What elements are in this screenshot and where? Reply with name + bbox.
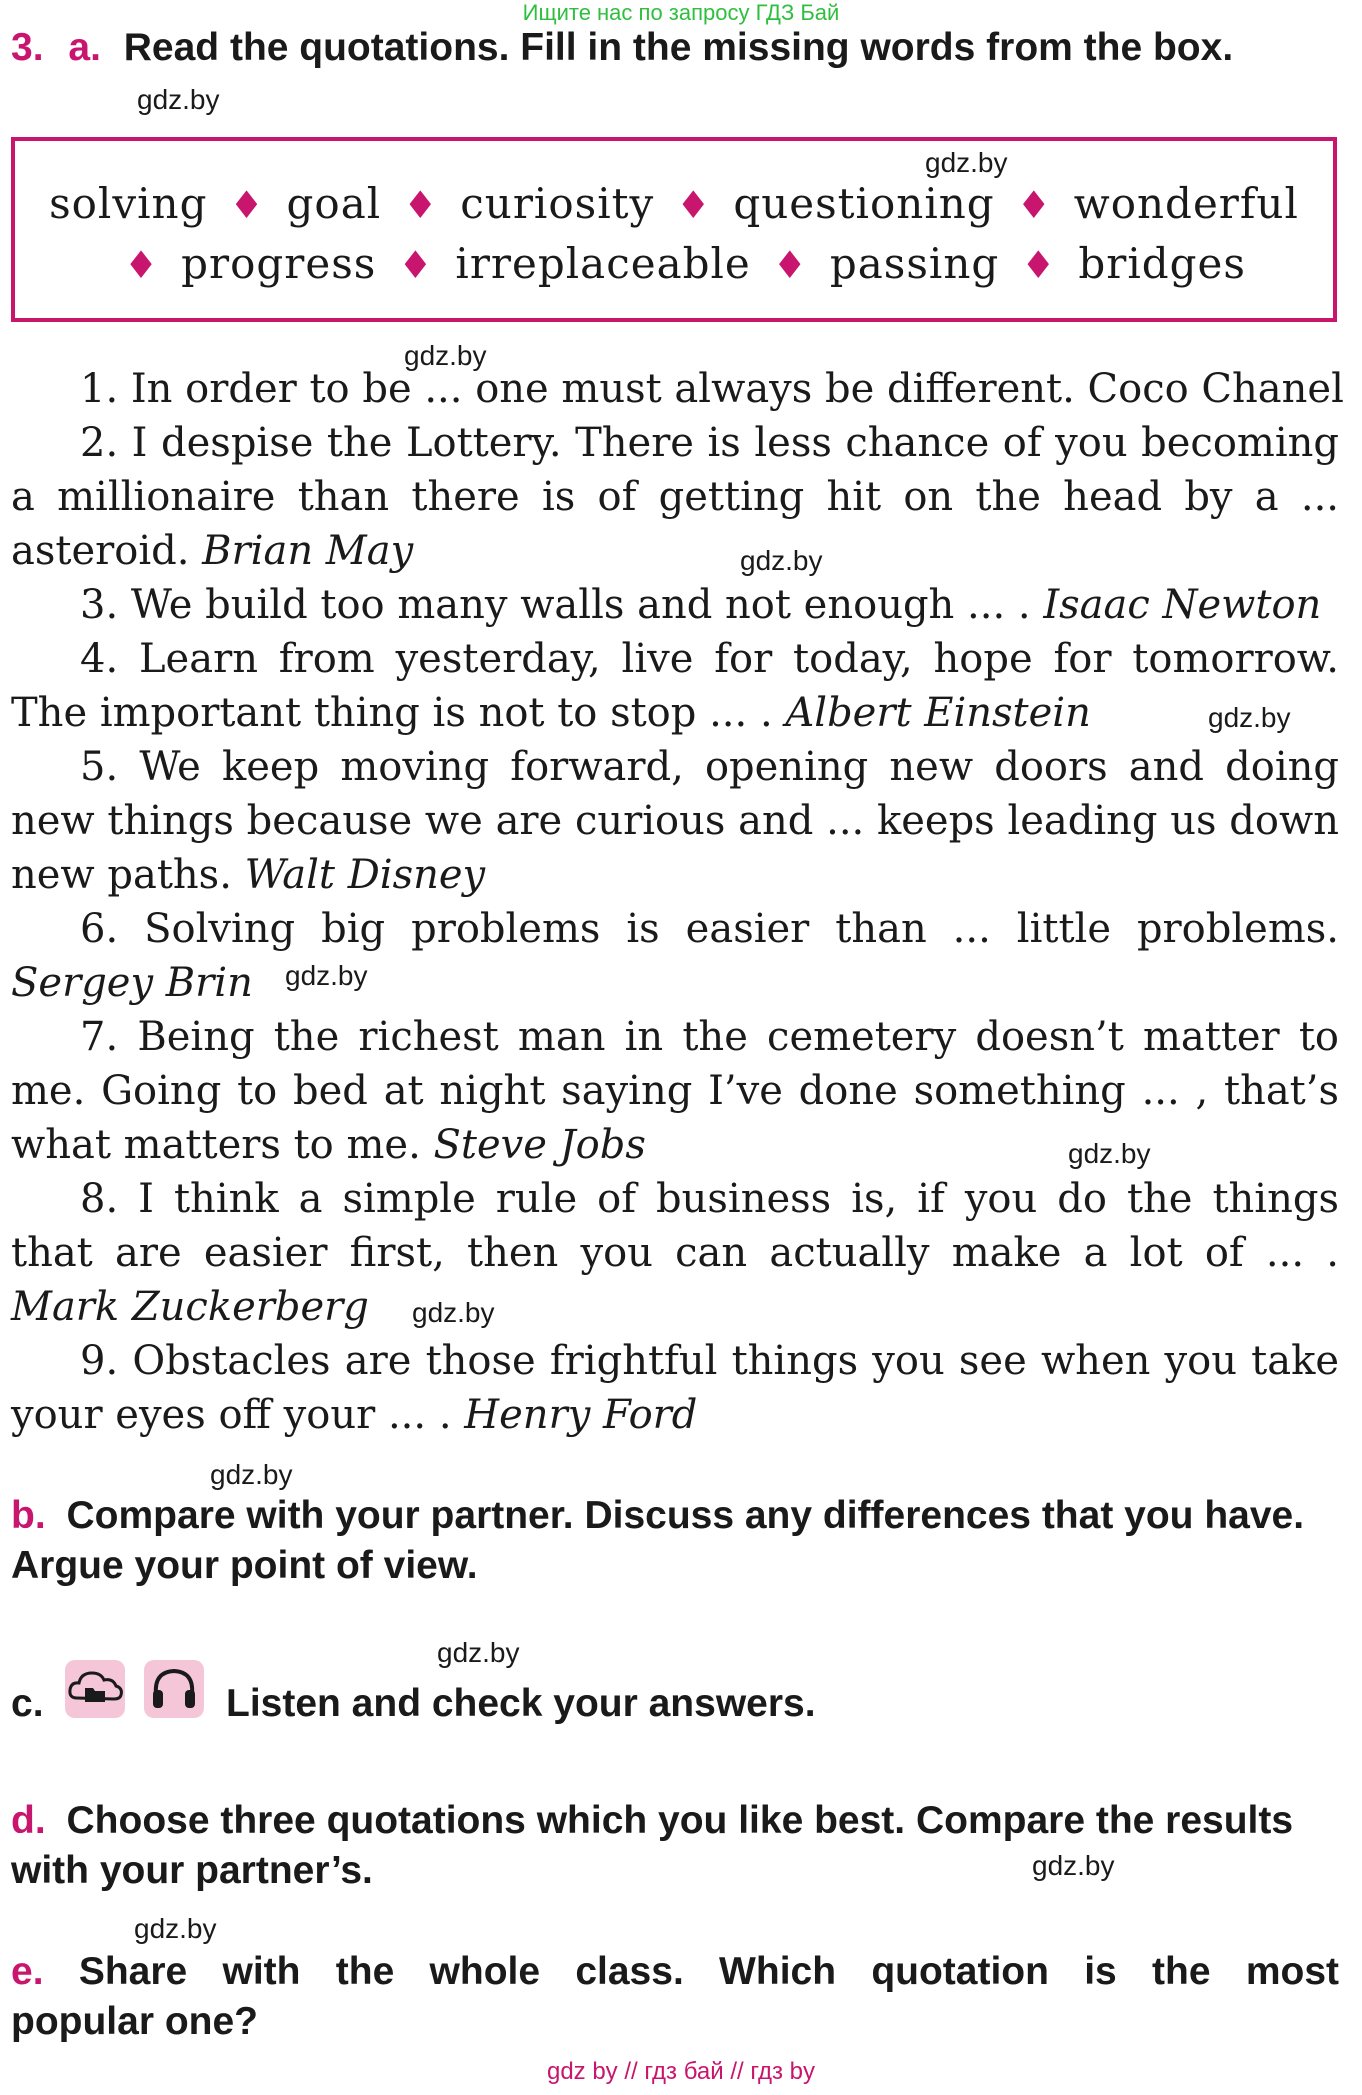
headphones-icon[interactable] (144, 1660, 204, 1718)
quote-text: 3. We build too many walls and not enough ... . (80, 582, 1031, 628)
quote-5-line-1: 5. We keep moving forward, opening new doors and doing (80, 744, 1339, 790)
watermark: gdz.by (412, 1297, 495, 1328)
task-letter-e: e. (11, 1950, 44, 1993)
word-box-row-2 (15, 239, 1333, 288)
task-letter-c: c. (11, 1682, 44, 1725)
quote-8-line-2: that are easier first, then you can actually make a lot of ... . (11, 1230, 1339, 1276)
top-banner: Ищите нас по запросу ГДЗ Бай (522, 0, 840, 25)
quote-1 (80, 366, 1344, 412)
word-item: irreplaceable (455, 239, 751, 288)
quote-author: Coco Chanel (1087, 366, 1344, 412)
task-a-text: Read the quotations. Fill in the missing words from the box. (123, 26, 1234, 69)
word-box-row-1 (15, 179, 1333, 228)
quote-5-line-3 (11, 852, 1339, 898)
exercise-number: 3. (11, 26, 44, 69)
word-item: wonderful (1073, 179, 1299, 228)
word-item: questioning (733, 179, 995, 228)
watermark: gdz.by (210, 1459, 293, 1490)
word-item: curiosity (460, 179, 655, 228)
watermark: gdz.by (1032, 1850, 1115, 1881)
watermark: gdz.by (137, 84, 220, 115)
word-item: passing (829, 239, 1000, 288)
quote-text: asteroid. (11, 528, 190, 574)
watermark: gdz.by (285, 960, 368, 991)
cloud-folder-icon[interactable] (65, 1660, 125, 1718)
quote-2-line-2: a millionaire than there is of getting hit on the head by a ... (11, 474, 1339, 520)
quote-text: The important thing is not to stop ... . (11, 690, 773, 736)
quote-text: 1. In order to be ... one must always be different. (80, 366, 1075, 412)
task-e-line-2: popular one? (11, 2000, 258, 2043)
quote-author: Henry Ford (464, 1392, 698, 1438)
task-letter-d: d. (11, 1799, 46, 1842)
quote-6-line-2 (11, 960, 1339, 1006)
diamond-icon: ♦ (1016, 183, 1052, 227)
quote-author: Sergey Brin (11, 960, 253, 1006)
quote-6-line-1: 6. Solving big problems is easier than ... little problems. (80, 906, 1339, 952)
diamond-icon: ♦ (229, 183, 265, 227)
quote-2-line-1: 2. I despise the Lottery. There is less chance of you becoming (80, 420, 1339, 466)
quote-3 (80, 582, 1339, 628)
diamond-icon: ♦ (124, 243, 160, 287)
quote-author: Albert Einstein (785, 690, 1091, 736)
task-letter-b: b. (11, 1494, 46, 1537)
diamond-icon: ♦ (676, 183, 712, 227)
task-c-text: Listen and check your answers. (226, 1682, 816, 1725)
quote-2-line-3 (11, 528, 1339, 574)
quote-author: Walt Disney (244, 852, 486, 898)
watermark: gdz.by (1208, 702, 1291, 733)
quote-text: your eyes off your ... . (11, 1392, 452, 1438)
word-item: solving (49, 179, 208, 228)
diamond-icon: ♦ (772, 243, 808, 287)
word-item: progress (181, 239, 377, 288)
diamond-icon: ♦ (403, 183, 439, 227)
watermark: gdz.by (437, 1637, 520, 1668)
task-d-text: Choose three quotations which you like best. Compare the results (66, 1799, 1294, 1842)
quote-7-line-1: 7. Being the richest man in the cemetery doesn’t matter to (80, 1014, 1339, 1060)
task-e-text: Share with the whole class. Which quotation is the most (78, 1950, 1339, 1993)
task-a-heading (11, 26, 1233, 70)
quote-5-line-2: new things because we are curious and ... keeps leading us down (11, 798, 1339, 844)
quote-author: Mark Zuckerberg (11, 1284, 369, 1330)
quote-author: Steve Jobs (433, 1122, 646, 1168)
watermark: gdz.by (404, 340, 487, 371)
task-b-line-1 (11, 1494, 1304, 1538)
quote-author: Isaac Newton (1043, 582, 1322, 628)
watermark: gdz.by (925, 147, 1008, 178)
quote-8-line-3 (11, 1284, 1339, 1330)
quote-text: new paths. (11, 852, 232, 898)
task-b-line-2: Argue your point of view. (11, 1544, 478, 1587)
footer-watermark: gdz by // гдз бай // гдз by (546, 2058, 816, 2085)
task-d-line-1 (11, 1799, 1293, 1843)
quote-4-line-2 (11, 690, 1339, 736)
task-d-line-2: with your partner’s. (11, 1849, 373, 1892)
watermark: gdz.by (1068, 1138, 1151, 1169)
quote-author: Brian May (202, 528, 414, 574)
quote-9-line-1: 9. Obstacles are those frightful things you see when you take (80, 1338, 1339, 1384)
diamond-icon: ♦ (398, 243, 434, 287)
quote-9-line-2 (11, 1392, 1339, 1438)
quote-8-line-1: 8. I think a simple rule of business is, if you do the things (80, 1176, 1339, 1222)
watermark: gdz.by (740, 545, 823, 576)
task-e-line-1 (11, 1950, 1339, 1994)
word-box (11, 137, 1337, 322)
word-item: goal (286, 179, 382, 228)
word-item: bridges (1078, 239, 1246, 288)
diamond-icon: ♦ (1021, 243, 1057, 287)
task-b-text: Compare with your partner. Discuss any differences that you have. (66, 1494, 1305, 1537)
quote-4-line-1: 4. Learn from yesterday, live for today, hope for tomorrow. (80, 636, 1339, 682)
quote-text: what matters to me. (11, 1122, 421, 1168)
quote-7-line-2: me. Going to bed at night saying I’ve done something ... , that’s (11, 1068, 1339, 1114)
task-letter-a: a. (68, 26, 101, 69)
watermark: gdz.by (134, 1913, 217, 1944)
